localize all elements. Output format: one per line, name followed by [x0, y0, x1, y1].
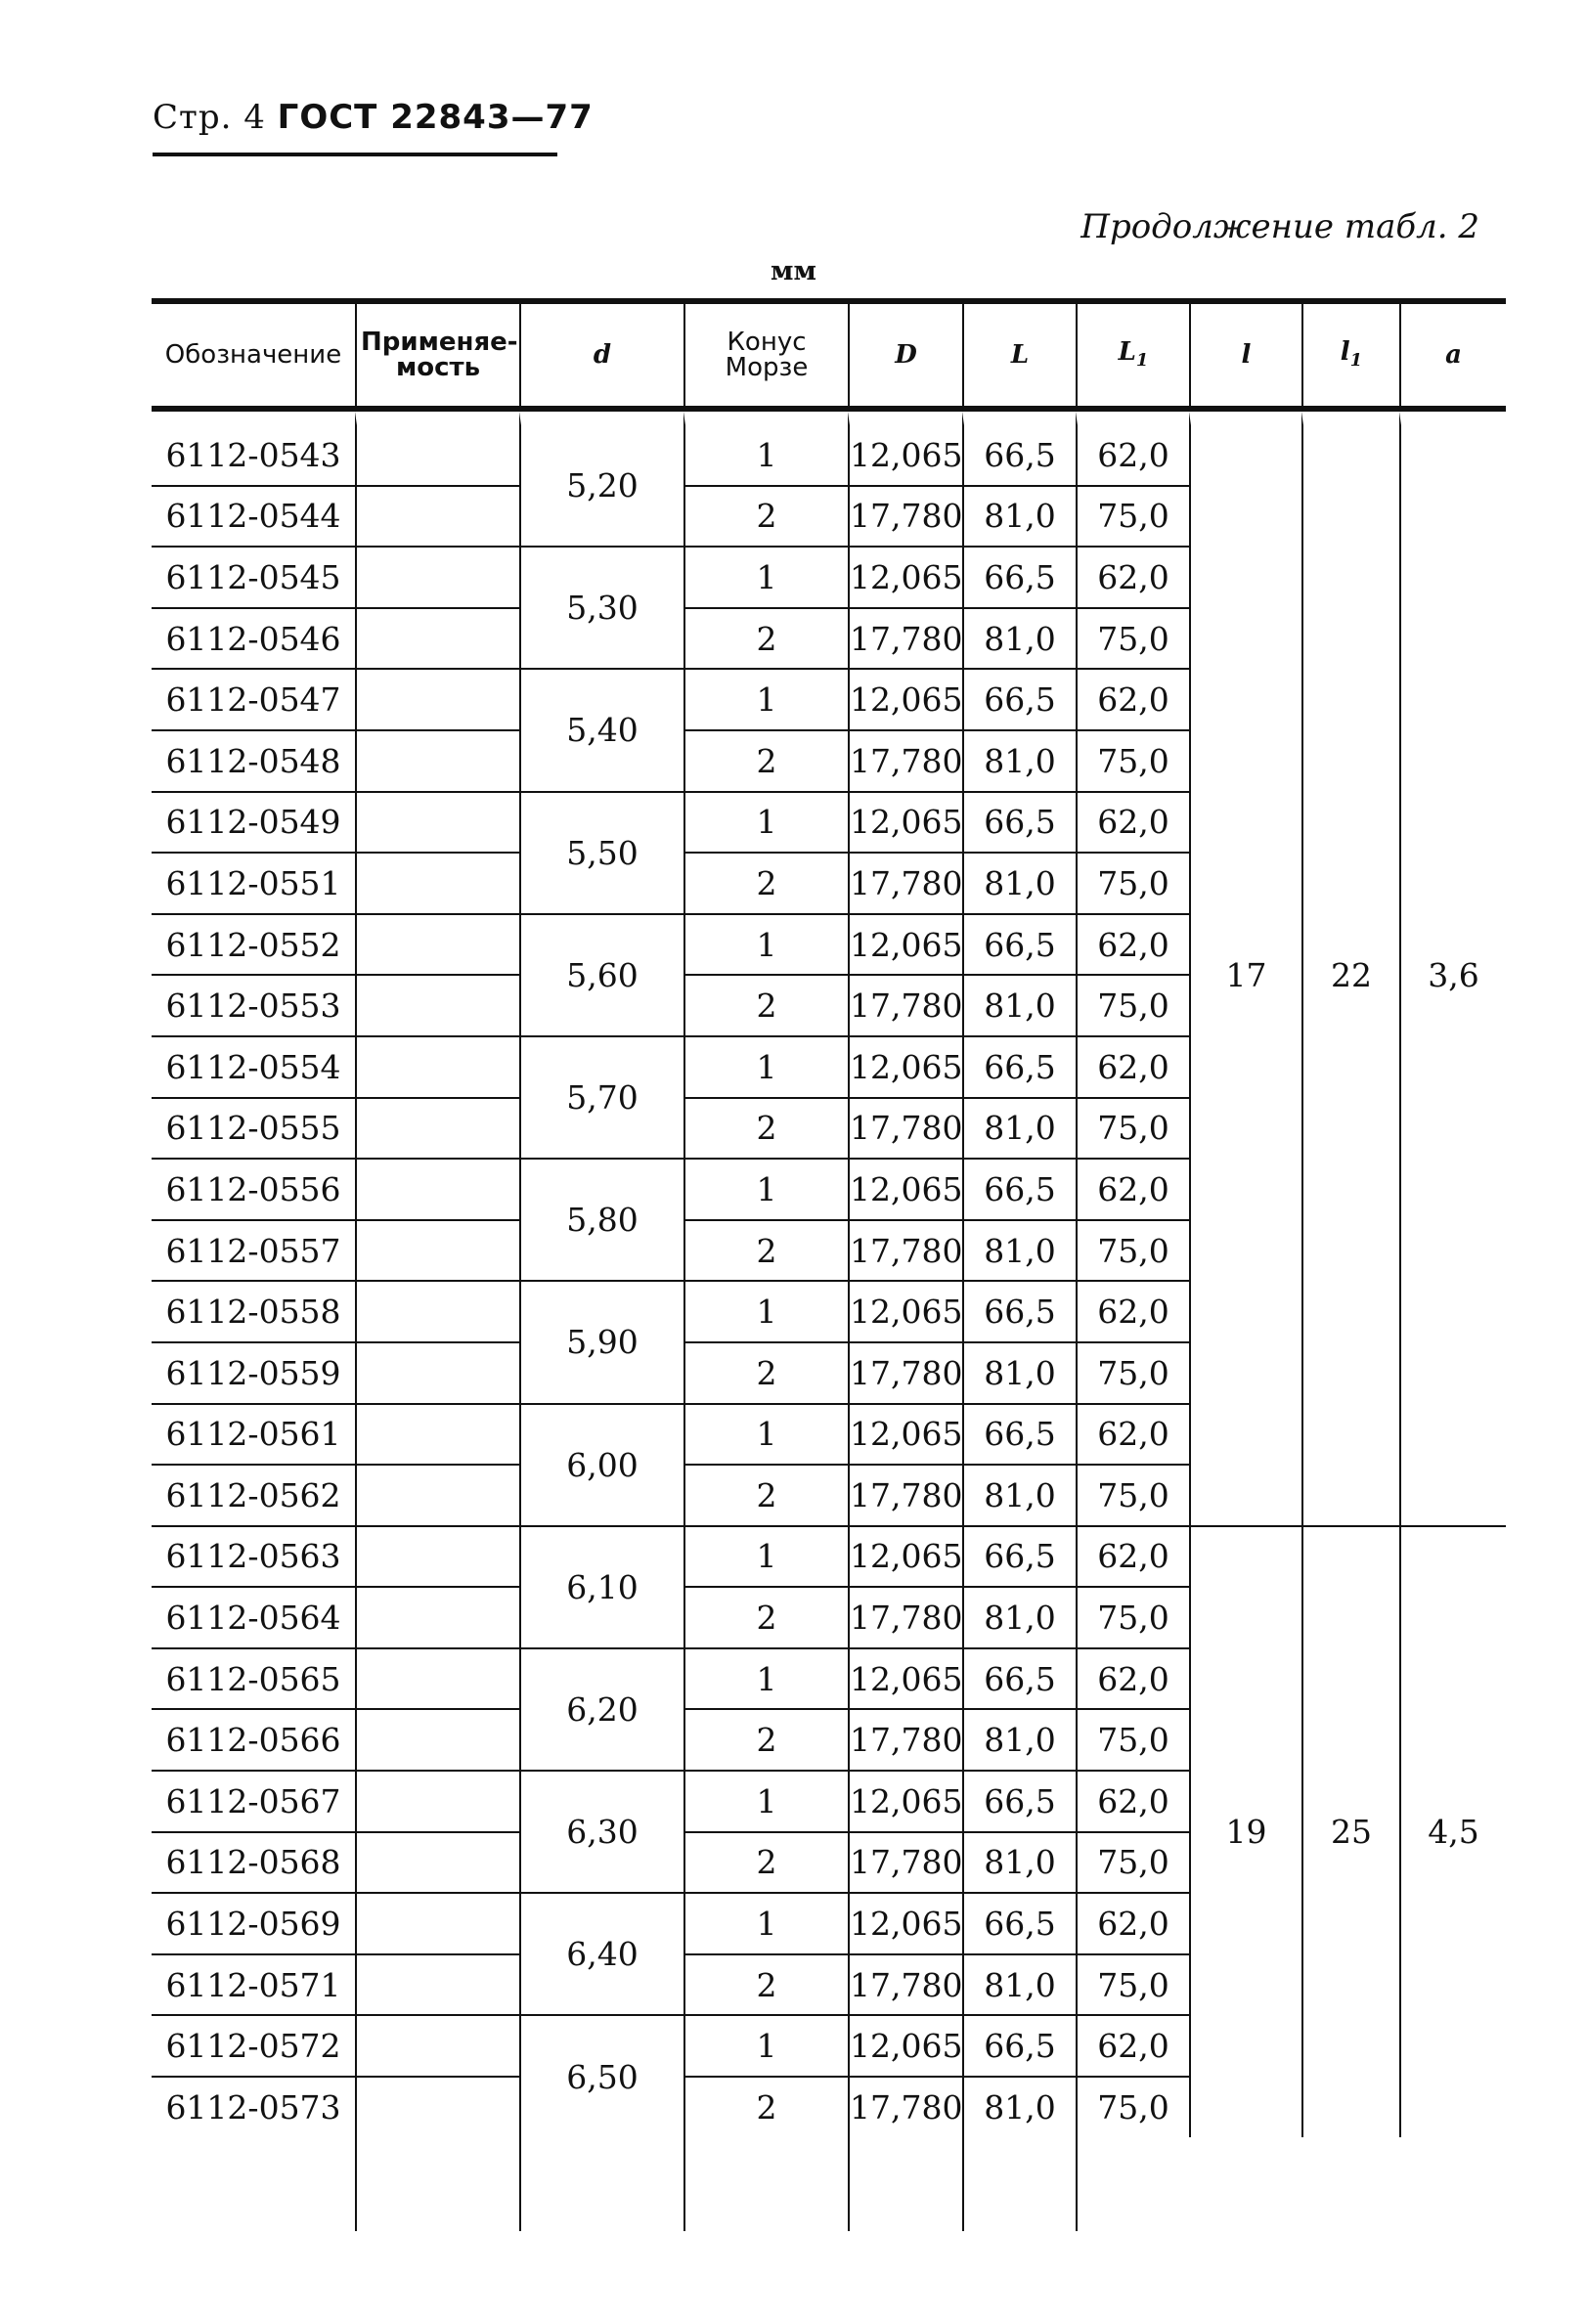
cell-applicability — [355, 1710, 519, 1772]
cell-d: 6,00 — [519, 1405, 683, 1527]
cell-L: 66,5 — [962, 1037, 1076, 1099]
cell-L: 66,5 — [962, 548, 1076, 609]
cell-L1: 62,0 — [1076, 1282, 1189, 1343]
cell-morse-taper: 1 — [683, 1527, 848, 1589]
cell-L: 81,0 — [962, 854, 1076, 915]
cell-morse-taper: 1 — [683, 1037, 848, 1099]
cell-L: 66,5 — [962, 1894, 1076, 1955]
cell-L: 66,5 — [962, 1649, 1076, 1711]
cell-d: 5,70 — [519, 1037, 683, 1160]
cell-L1: 62,0 — [1076, 1160, 1189, 1221]
cell-D: 12,065 — [848, 1405, 962, 1467]
header-morse-taper: Конус Морзе — [683, 304, 848, 412]
cell-D: 12,065 — [848, 793, 962, 855]
header-L1: $L_1$ — [1076, 304, 1189, 412]
standard-number: ГОСТ 22843—77 — [277, 98, 594, 137]
cell-L1: 75,0 — [1076, 1710, 1189, 1772]
cell-morse-taper: 1 — [683, 915, 848, 977]
cell-D: 17,780 — [848, 1710, 962, 1772]
cell-morse-taper: 2 — [683, 1343, 848, 1405]
cell-D: 17,780 — [848, 1588, 962, 1649]
cell-morse-taper: 2 — [683, 2078, 848, 2137]
cell-morse-taper: 1 — [683, 548, 848, 609]
cell-designation: 6112-0568 — [152, 1833, 355, 1895]
cell-L1: 75,0 — [1076, 1833, 1189, 1895]
cell-D: 17,780 — [848, 731, 962, 793]
cell-D: 12,065 — [848, 2016, 962, 2078]
cell-morse-taper: 1 — [683, 1282, 848, 1343]
cell-applicability — [355, 1527, 519, 1589]
cell-empty — [519, 2137, 683, 2231]
cell-applicability — [355, 854, 519, 915]
cell-L: 81,0 — [962, 609, 1076, 671]
cell-designation: 6112-0572 — [152, 2016, 355, 2078]
cell-D: 12,065 — [848, 412, 962, 487]
cell-L1: 62,0 — [1076, 1527, 1189, 1589]
cell-morse-taper: 2 — [683, 1833, 848, 1895]
cell-designation: 6112-0551 — [152, 854, 355, 915]
cell-designation: 6112-0545 — [152, 548, 355, 609]
cell-designation: 6112-0552 — [152, 915, 355, 977]
cell-applicability — [355, 609, 519, 671]
cell-L1: 62,0 — [1076, 548, 1189, 609]
cell-designation: 6112-0549 — [152, 793, 355, 855]
cell-morse-taper: 2 — [683, 976, 848, 1037]
cell-designation: 6112-0559 — [152, 1343, 355, 1405]
cell-l1: 25 — [1301, 1527, 1399, 2137]
cell-d: 5,20 — [519, 412, 683, 548]
cell-applicability — [355, 1037, 519, 1099]
cell-applicability — [355, 487, 519, 548]
table-continuation-label: Продолжение табл. 2 — [1080, 207, 1479, 246]
cell-applicability — [355, 1894, 519, 1955]
cell-L: 81,0 — [962, 731, 1076, 793]
cell-L1: 62,0 — [1076, 2016, 1189, 2078]
cell-L: 66,5 — [962, 1405, 1076, 1467]
cell-l: 17 — [1189, 412, 1301, 1527]
cell-L: 81,0 — [962, 1099, 1076, 1161]
cell-D: 12,065 — [848, 1527, 962, 1589]
cell-L1: 75,0 — [1076, 731, 1189, 793]
header-l1: $l_1$ — [1301, 304, 1399, 412]
cell-applicability — [355, 1772, 519, 1833]
cell-l: 19 — [1189, 1527, 1301, 2137]
cell-designation: 6112-0547 — [152, 670, 355, 731]
cell-D: 12,065 — [848, 1282, 962, 1343]
cell-L1: 62,0 — [1076, 793, 1189, 855]
cell-D: 12,065 — [848, 915, 962, 977]
cell-L: 81,0 — [962, 1710, 1076, 1772]
cell-l1: 22 — [1301, 412, 1399, 1527]
cell-L: 81,0 — [962, 1221, 1076, 1283]
cell-D: 12,065 — [848, 670, 962, 731]
cell-D: 17,780 — [848, 854, 962, 915]
cell-designation: 6112-0543 — [152, 412, 355, 487]
cell-applicability — [355, 1343, 519, 1405]
cell-L1: 62,0 — [1076, 1649, 1189, 1711]
cell-designation: 6112-0565 — [152, 1649, 355, 1711]
cell-D: 17,780 — [848, 1955, 962, 2017]
header-l: l — [1189, 304, 1301, 412]
cell-L1: 75,0 — [1076, 854, 1189, 915]
cell-designation: 6112-0557 — [152, 1221, 355, 1283]
cell-L1: 62,0 — [1076, 1772, 1189, 1833]
cell-D: 17,780 — [848, 1221, 962, 1283]
cell-morse-taper: 1 — [683, 412, 848, 487]
cell-L1: 62,0 — [1076, 1037, 1189, 1099]
cell-L1: 62,0 — [1076, 1405, 1189, 1467]
cell-applicability — [355, 1649, 519, 1711]
table-header — [152, 304, 1506, 412]
cell-L: 81,0 — [962, 1466, 1076, 1527]
cell-morse-taper: 2 — [683, 1710, 848, 1772]
cell-designation: 6112-0558 — [152, 1282, 355, 1343]
units-label: мм — [771, 256, 816, 286]
cell-applicability — [355, 1282, 519, 1343]
cell-morse-taper: 1 — [683, 1405, 848, 1467]
cell-d: 5,80 — [519, 1160, 683, 1282]
cell-d: 5,50 — [519, 793, 683, 915]
cell-designation: 6112-0544 — [152, 487, 355, 548]
header-a: a — [1399, 304, 1506, 412]
cell-d: 6,10 — [519, 1527, 683, 1649]
cell-designation: 6112-0553 — [152, 976, 355, 1037]
cell-designation: 6112-0555 — [152, 1099, 355, 1161]
cell-L1: 75,0 — [1076, 1099, 1189, 1161]
cell-empty — [152, 2137, 355, 2231]
cell-applicability — [355, 2078, 519, 2137]
cell-D: 12,065 — [848, 1772, 962, 1833]
cell-morse-taper: 1 — [683, 1160, 848, 1221]
cell-designation: 6112-0564 — [152, 1588, 355, 1649]
cell-empty — [962, 2137, 1076, 2231]
cell-L: 66,5 — [962, 1772, 1076, 1833]
cell-applicability — [355, 1588, 519, 1649]
cell-morse-taper: 1 — [683, 1649, 848, 1711]
cell-a: 3,6 — [1399, 412, 1506, 1527]
page-number: Стр. 4 — [153, 98, 266, 137]
cell-L1: 75,0 — [1076, 487, 1189, 548]
cell-D: 17,780 — [848, 1343, 962, 1405]
cell-D: 12,065 — [848, 548, 962, 609]
cell-L1: 75,0 — [1076, 1466, 1189, 1527]
cell-designation: 6112-0548 — [152, 731, 355, 793]
cell-applicability — [355, 915, 519, 977]
cell-d: 6,40 — [519, 1894, 683, 2016]
cell-morse-taper: 1 — [683, 2016, 848, 2078]
cell-D: 17,780 — [848, 1466, 962, 1527]
cell-a: 4,5 — [1399, 1527, 1506, 2137]
cell-morse-taper: 2 — [683, 1466, 848, 1527]
cell-applicability — [355, 793, 519, 855]
cell-L: 81,0 — [962, 1343, 1076, 1405]
cell-L: 81,0 — [962, 976, 1076, 1037]
cell-L1: 75,0 — [1076, 1343, 1189, 1405]
cell-applicability — [355, 731, 519, 793]
cell-d: 5,30 — [519, 548, 683, 670]
cell-morse-taper: 1 — [683, 793, 848, 855]
cell-designation: 6112-0546 — [152, 609, 355, 671]
cell-empty — [1076, 2137, 1189, 2231]
cell-applicability — [355, 1466, 519, 1527]
cell-L: 66,5 — [962, 1527, 1076, 1589]
cell-empty — [355, 2137, 519, 2231]
cell-D: 17,780 — [848, 2078, 962, 2137]
cell-empty — [848, 2137, 962, 2231]
header-L: L — [962, 304, 1076, 412]
cell-L1: 62,0 — [1076, 670, 1189, 731]
cell-L1: 62,0 — [1076, 412, 1189, 487]
cell-morse-taper: 1 — [683, 1894, 848, 1955]
cell-L: 66,5 — [962, 670, 1076, 731]
table-tail-row — [152, 2137, 1506, 2231]
cell-designation: 6112-0554 — [152, 1037, 355, 1099]
cell-designation: 6112-0562 — [152, 1466, 355, 1527]
header-D: D — [848, 304, 962, 412]
cell-L: 81,0 — [962, 1955, 1076, 2017]
cell-D: 12,065 — [848, 1894, 962, 1955]
cell-D: 17,780 — [848, 609, 962, 671]
header-row — [152, 304, 1506, 412]
cell-designation: 6112-0563 — [152, 1527, 355, 1589]
cell-L1: 75,0 — [1076, 609, 1189, 671]
cell-L: 66,5 — [962, 2016, 1076, 2078]
cell-d: 6,20 — [519, 1649, 683, 1772]
cell-morse-taper: 1 — [683, 1772, 848, 1833]
spec-table — [152, 298, 1506, 2231]
table-row — [152, 1527, 1506, 1589]
cell-D: 12,065 — [848, 1037, 962, 1099]
cell-D: 17,780 — [848, 976, 962, 1037]
cell-designation: 6112-0567 — [152, 1772, 355, 1833]
cell-L1: 62,0 — [1076, 1894, 1189, 1955]
cell-designation: 6112-0556 — [152, 1160, 355, 1221]
cell-d: 6,30 — [519, 1772, 683, 1894]
cell-L: 66,5 — [962, 793, 1076, 855]
cell-empty — [683, 2137, 848, 2231]
cell-D: 12,065 — [848, 1649, 962, 1711]
cell-morse-taper: 2 — [683, 854, 848, 915]
cell-d: 5,90 — [519, 1282, 683, 1404]
cell-applicability — [355, 1833, 519, 1895]
header-d: d — [519, 304, 683, 412]
cell-D: 17,780 — [848, 487, 962, 548]
cell-L1: 75,0 — [1076, 1588, 1189, 1649]
cell-designation: 6112-0561 — [152, 1405, 355, 1467]
cell-L1: 75,0 — [1076, 1221, 1189, 1283]
cell-morse-taper: 2 — [683, 731, 848, 793]
cell-L: 81,0 — [962, 1833, 1076, 1895]
cell-applicability — [355, 670, 519, 731]
cell-d: 6,50 — [519, 2016, 683, 2136]
cell-morse-taper: 2 — [683, 1099, 848, 1161]
cell-L: 66,5 — [962, 1282, 1076, 1343]
cell-morse-taper: 2 — [683, 487, 848, 548]
cell-L: 81,0 — [962, 2078, 1076, 2137]
header-designation: Обозначение — [152, 304, 355, 412]
cell-applicability — [355, 2016, 519, 2078]
cell-designation: 6112-0573 — [165, 2087, 341, 2127]
cell-designation: 6112-0571 — [152, 1955, 355, 2017]
cell-morse-taper: 2 — [683, 1221, 848, 1283]
cell-D: 17,780 — [848, 1099, 962, 1161]
cell-applicability — [355, 412, 519, 487]
cell-applicability — [355, 1955, 519, 2017]
cell-L1: 62,0 — [1076, 915, 1189, 977]
cell-morse-taper: 1 — [683, 670, 848, 731]
cell-L1: 75,0 — [1076, 976, 1189, 1037]
cell-L1: 75,0 — [1076, 2078, 1189, 2137]
cell-designation: 6112-0566 — [152, 1710, 355, 1772]
cell-morse-taper: 2 — [683, 609, 848, 671]
cell-d: 5,60 — [519, 915, 683, 1037]
cell-L: 81,0 — [962, 487, 1076, 548]
cell-applicability — [355, 1160, 519, 1221]
page-header — [153, 98, 594, 156]
cell-L: 66,5 — [962, 915, 1076, 977]
cell-L: 81,0 — [962, 1588, 1076, 1649]
cell-D: 12,065 — [848, 1160, 962, 1221]
cell-morse-taper: 2 — [683, 1955, 848, 2017]
table-row — [152, 412, 1506, 487]
cell-L: 66,5 — [962, 1160, 1076, 1221]
cell-morse-taper: 2 — [683, 1588, 848, 1649]
cell-applicability — [355, 548, 519, 609]
cell-L: 66,5 — [962, 412, 1076, 487]
cell-applicability — [355, 976, 519, 1037]
cell-d: 5,40 — [519, 670, 683, 792]
table-body — [152, 412, 1506, 2231]
cell-applicability — [355, 1099, 519, 1161]
cell-D: 17,780 — [848, 1833, 962, 1895]
cell-applicability — [355, 1405, 519, 1467]
header-applicability: Применяе- мость — [355, 304, 519, 412]
cell-applicability — [355, 1221, 519, 1283]
cell-designation: 6112-0569 — [152, 1894, 355, 1955]
cell-L1: 75,0 — [1076, 1955, 1189, 2017]
